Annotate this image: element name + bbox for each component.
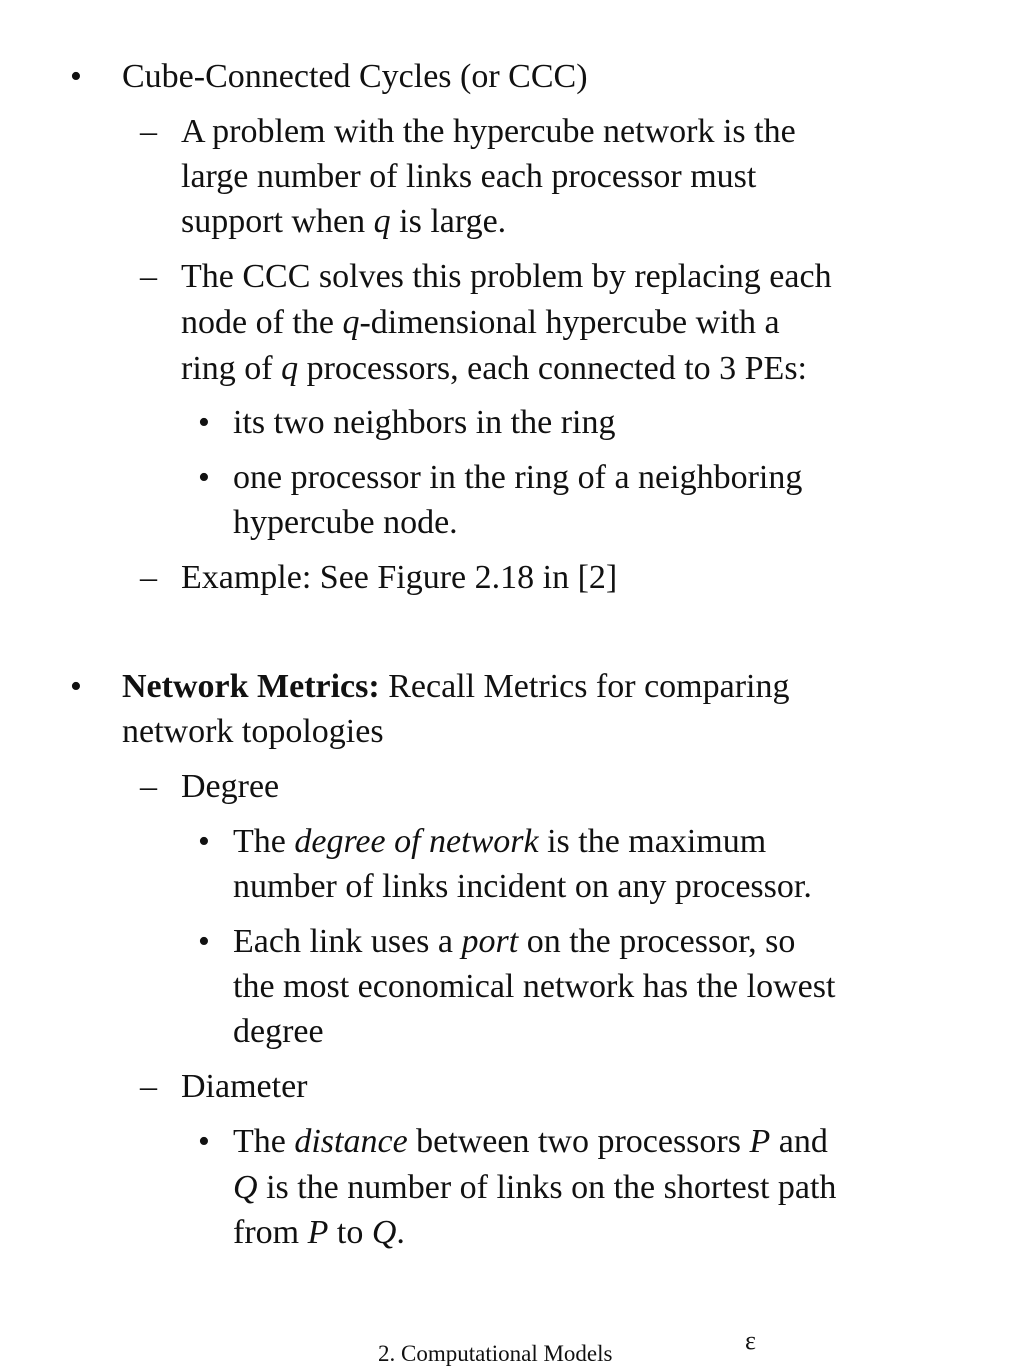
footer-chapter: 2. Computational Models: [378, 1341, 613, 1366]
ccc-title: Cube-Connected Cycles (or CCC): [122, 58, 588, 95]
text-run: .: [396, 1214, 405, 1251]
text-run: processors, each connected to 3 PEs:: [298, 350, 807, 387]
variable-q: q: [281, 350, 299, 387]
ccc-example: Example: See Figure 2.18 in [2]: [181, 559, 618, 596]
variable-p: P: [749, 1123, 771, 1160]
bullet-marker: •: [198, 823, 210, 860]
ccc-problem-line2: large number of links each processor must: [181, 158, 757, 195]
diameter-item-1-line1: [233, 1119, 828, 1164]
text-run: is the number of links on the shortest path: [257, 1169, 837, 1206]
bullet-marker: •: [70, 668, 82, 705]
text-run: is large.: [390, 203, 507, 240]
ccc-solution-line3: [181, 346, 807, 391]
dash-marker: –: [140, 113, 157, 150]
degree-item-1-line1: [233, 819, 766, 864]
text-run: node of the: [181, 304, 343, 341]
ccc-solution-line2: [181, 300, 780, 345]
variable-q: Q: [233, 1169, 258, 1206]
metrics-heading: [122, 664, 789, 709]
text-run: from: [233, 1214, 308, 1251]
degree-item-1-line2: number of links incident on any processor.: [233, 868, 812, 905]
text-run: on the processor, so: [518, 923, 796, 960]
bullet-marker: •: [198, 404, 210, 441]
text-run: Recall Metrics for comparing: [379, 668, 790, 705]
dash-marker: –: [140, 1068, 157, 1105]
bullet-marker: •: [198, 923, 210, 960]
dash-marker: –: [140, 768, 157, 805]
dash-marker: –: [140, 559, 157, 596]
variable-q: Q: [371, 1214, 397, 1251]
metrics-heading-bold: Network Metrics:: [122, 668, 380, 705]
text-run: The: [233, 1123, 295, 1160]
text-run: support when: [181, 203, 374, 240]
degree-item-2-line3: degree: [233, 1013, 324, 1050]
ccc-sub-item-1: its two neighbors in the ring: [233, 404, 616, 441]
ccc-problem-line1: A problem with the hypercube network is the: [181, 113, 796, 150]
degree-label: Degree: [181, 768, 280, 805]
ccc-solution-line1: The CCC solves this problem by replacing each: [181, 258, 832, 295]
emphasis-port: port: [461, 923, 519, 960]
bullet-marker: •: [70, 58, 82, 95]
degree-item-2-line2: the most economical network has the lowest: [233, 968, 836, 1005]
bullet-marker: •: [198, 1123, 210, 1160]
variable-p: P: [307, 1214, 329, 1251]
ccc-sub-item-2-line2: hypercube node.: [233, 504, 458, 541]
ccc-sub-item-2-line1: one processor in the ring of a neighboring: [233, 459, 803, 496]
text-run: -dimensional hypercube with a: [359, 304, 780, 341]
dash-marker: –: [140, 258, 157, 295]
text-run: is the maximum: [538, 823, 767, 860]
emphasis-degree-of-network: degree of network: [294, 823, 539, 860]
text-run: and: [770, 1123, 828, 1160]
text-run: ring of: [181, 350, 282, 387]
emphasis-distance: distance: [294, 1123, 408, 1160]
diameter-item-1-line3: [233, 1210, 405, 1255]
page-number: ε: [745, 1326, 756, 1355]
variable-q: q: [342, 304, 360, 341]
ccc-problem-line3: [181, 199, 506, 244]
variable-q: q: [373, 203, 391, 240]
diameter-label: Diameter: [181, 1068, 308, 1105]
text-run: to: [328, 1214, 372, 1251]
text-run: between two processors: [407, 1123, 750, 1160]
text-run: The: [233, 823, 295, 860]
degree-item-2-line1: [233, 919, 795, 964]
text-run: Each link uses a: [233, 923, 462, 960]
diameter-item-1-line2: [233, 1165, 836, 1210]
bullet-marker: •: [198, 459, 210, 496]
metrics-heading-line2: network topologies: [122, 713, 384, 750]
